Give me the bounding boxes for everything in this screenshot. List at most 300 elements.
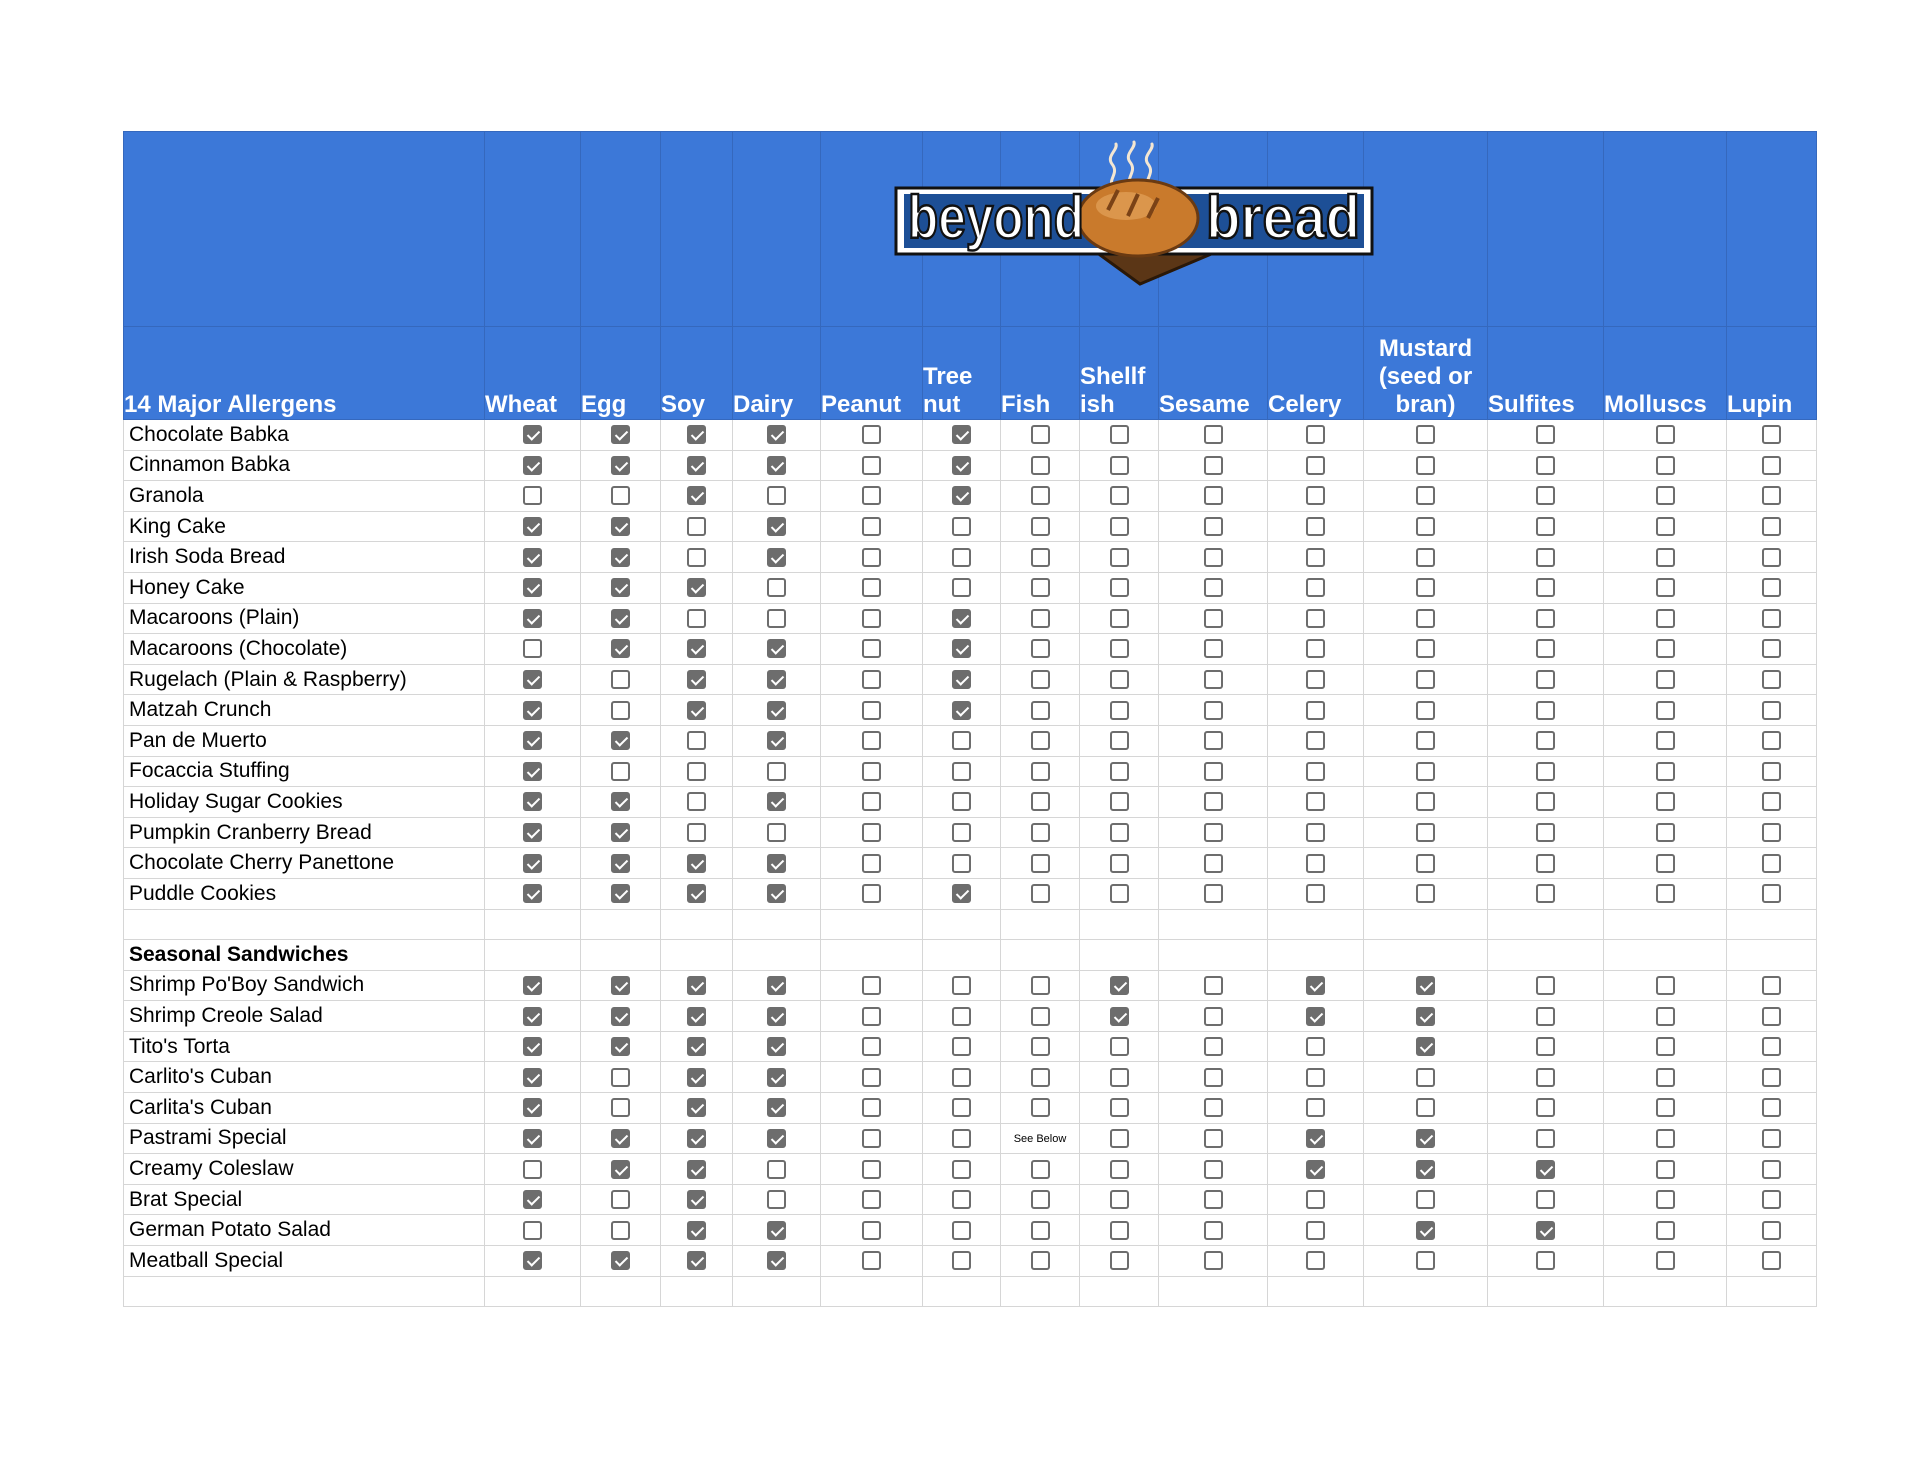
checked-checkbox[interactable] [1306, 1007, 1325, 1026]
checked-checkbox[interactable] [523, 548, 542, 567]
unchecked-checkbox[interactable] [862, 884, 881, 903]
unchecked-checkbox[interactable] [1031, 701, 1050, 720]
unchecked-checkbox[interactable] [1204, 517, 1223, 536]
unchecked-checkbox[interactable] [1306, 1037, 1325, 1056]
checked-checkbox[interactable] [611, 639, 630, 658]
unchecked-checkbox[interactable] [1656, 1007, 1675, 1026]
checked-checkbox[interactable] [687, 1037, 706, 1056]
unchecked-checkbox[interactable] [952, 1129, 971, 1148]
checked-checkbox[interactable] [687, 854, 706, 873]
unchecked-checkbox[interactable] [1416, 1068, 1435, 1087]
checked-checkbox[interactable] [611, 425, 630, 444]
unchecked-checkbox[interactable] [611, 486, 630, 505]
unchecked-checkbox[interactable] [687, 548, 706, 567]
unchecked-checkbox[interactable] [1031, 486, 1050, 505]
unchecked-checkbox[interactable] [862, 548, 881, 567]
unchecked-checkbox[interactable] [1306, 1068, 1325, 1087]
unchecked-checkbox[interactable] [1031, 976, 1050, 995]
unchecked-checkbox[interactable] [767, 823, 786, 842]
unchecked-checkbox[interactable] [1416, 1190, 1435, 1209]
unchecked-checkbox[interactable] [1656, 578, 1675, 597]
unchecked-checkbox[interactable] [1031, 1221, 1050, 1240]
checked-checkbox[interactable] [611, 1007, 630, 1026]
unchecked-checkbox[interactable] [1204, 792, 1223, 811]
unchecked-checkbox[interactable] [1204, 1190, 1223, 1209]
unchecked-checkbox[interactable] [1204, 578, 1223, 597]
unchecked-checkbox[interactable] [952, 762, 971, 781]
unchecked-checkbox[interactable] [1762, 1190, 1781, 1209]
unchecked-checkbox[interactable] [1204, 701, 1223, 720]
unchecked-checkbox[interactable] [1110, 1129, 1129, 1148]
checked-checkbox[interactable] [687, 1068, 706, 1087]
unchecked-checkbox[interactable] [1110, 517, 1129, 536]
unchecked-checkbox[interactable] [1031, 854, 1050, 873]
checked-checkbox[interactable] [523, 1098, 542, 1117]
checked-checkbox[interactable] [611, 548, 630, 567]
unchecked-checkbox[interactable] [1416, 701, 1435, 720]
unchecked-checkbox[interactable] [1536, 1129, 1555, 1148]
unchecked-checkbox[interactable] [767, 1160, 786, 1179]
unchecked-checkbox[interactable] [1656, 1037, 1675, 1056]
checked-checkbox[interactable] [523, 1251, 542, 1270]
checked-checkbox[interactable] [767, 884, 786, 903]
unchecked-checkbox[interactable] [1204, 1129, 1223, 1148]
unchecked-checkbox[interactable] [1656, 731, 1675, 750]
unchecked-checkbox[interactable] [862, 639, 881, 658]
unchecked-checkbox[interactable] [1306, 731, 1325, 750]
unchecked-checkbox[interactable] [1204, 486, 1223, 505]
unchecked-checkbox[interactable] [1031, 670, 1050, 689]
unchecked-checkbox[interactable] [1031, 1190, 1050, 1209]
unchecked-checkbox[interactable] [523, 1221, 542, 1240]
unchecked-checkbox[interactable] [1031, 639, 1050, 658]
unchecked-checkbox[interactable] [1204, 1007, 1223, 1026]
unchecked-checkbox[interactable] [952, 578, 971, 597]
unchecked-checkbox[interactable] [1204, 731, 1223, 750]
checked-checkbox[interactable] [523, 823, 542, 842]
unchecked-checkbox[interactable] [1204, 1160, 1223, 1179]
unchecked-checkbox[interactable] [1306, 1251, 1325, 1270]
unchecked-checkbox[interactable] [1031, 884, 1050, 903]
checked-checkbox[interactable] [767, 731, 786, 750]
checked-checkbox[interactable] [523, 425, 542, 444]
unchecked-checkbox[interactable] [862, 1068, 881, 1087]
checked-checkbox[interactable] [687, 425, 706, 444]
unchecked-checkbox[interactable] [1416, 792, 1435, 811]
unchecked-checkbox[interactable] [862, 670, 881, 689]
unchecked-checkbox[interactable] [1306, 639, 1325, 658]
unchecked-checkbox[interactable] [1416, 548, 1435, 567]
checked-checkbox[interactable] [1416, 1160, 1435, 1179]
unchecked-checkbox[interactable] [1110, 823, 1129, 842]
unchecked-checkbox[interactable] [1416, 884, 1435, 903]
checked-checkbox[interactable] [523, 731, 542, 750]
checked-checkbox[interactable] [952, 486, 971, 505]
unchecked-checkbox[interactable] [1031, 1007, 1050, 1026]
unchecked-checkbox[interactable] [952, 1190, 971, 1209]
unchecked-checkbox[interactable] [952, 731, 971, 750]
unchecked-checkbox[interactable] [767, 578, 786, 597]
unchecked-checkbox[interactable] [687, 517, 706, 536]
checked-checkbox[interactable] [767, 1007, 786, 1026]
unchecked-checkbox[interactable] [1762, 1068, 1781, 1087]
checked-checkbox[interactable] [611, 884, 630, 903]
unchecked-checkbox[interactable] [523, 486, 542, 505]
checked-checkbox[interactable] [523, 578, 542, 597]
unchecked-checkbox[interactable] [1416, 639, 1435, 658]
unchecked-checkbox[interactable] [952, 1007, 971, 1026]
unchecked-checkbox[interactable] [1536, 701, 1555, 720]
checked-checkbox[interactable] [1536, 1160, 1555, 1179]
checked-checkbox[interactable] [767, 1251, 786, 1270]
unchecked-checkbox[interactable] [952, 1251, 971, 1270]
unchecked-checkbox[interactable] [1416, 823, 1435, 842]
checked-checkbox[interactable] [767, 1098, 786, 1117]
unchecked-checkbox[interactable] [687, 792, 706, 811]
checked-checkbox[interactable] [523, 609, 542, 628]
unchecked-checkbox[interactable] [1762, 486, 1781, 505]
checked-checkbox[interactable] [611, 854, 630, 873]
unchecked-checkbox[interactable] [1536, 1068, 1555, 1087]
checked-checkbox[interactable] [687, 884, 706, 903]
unchecked-checkbox[interactable] [952, 1068, 971, 1087]
unchecked-checkbox[interactable] [1204, 1098, 1223, 1117]
unchecked-checkbox[interactable] [1110, 1068, 1129, 1087]
unchecked-checkbox[interactable] [1110, 884, 1129, 903]
checked-checkbox[interactable] [767, 1068, 786, 1087]
unchecked-checkbox[interactable] [1656, 701, 1675, 720]
unchecked-checkbox[interactable] [1110, 731, 1129, 750]
unchecked-checkbox[interactable] [1204, 456, 1223, 475]
unchecked-checkbox[interactable] [1110, 486, 1129, 505]
unchecked-checkbox[interactable] [1536, 1251, 1555, 1270]
unchecked-checkbox[interactable] [1762, 701, 1781, 720]
unchecked-checkbox[interactable] [1110, 548, 1129, 567]
unchecked-checkbox[interactable] [1762, 517, 1781, 536]
unchecked-checkbox[interactable] [1306, 762, 1325, 781]
unchecked-checkbox[interactable] [611, 1068, 630, 1087]
checked-checkbox[interactable] [1416, 1007, 1435, 1026]
unchecked-checkbox[interactable] [1031, 1037, 1050, 1056]
checked-checkbox[interactable] [611, 792, 630, 811]
unchecked-checkbox[interactable] [1762, 1160, 1781, 1179]
unchecked-checkbox[interactable] [1762, 1221, 1781, 1240]
checked-checkbox[interactable] [687, 1129, 706, 1148]
unchecked-checkbox[interactable] [1416, 1251, 1435, 1270]
checked-checkbox[interactable] [611, 517, 630, 536]
unchecked-checkbox[interactable] [523, 639, 542, 658]
checked-checkbox[interactable] [611, 731, 630, 750]
unchecked-checkbox[interactable] [1416, 486, 1435, 505]
checked-checkbox[interactable] [952, 670, 971, 689]
unchecked-checkbox[interactable] [862, 854, 881, 873]
unchecked-checkbox[interactable] [1110, 1037, 1129, 1056]
unchecked-checkbox[interactable] [1656, 425, 1675, 444]
checked-checkbox[interactable] [767, 425, 786, 444]
checked-checkbox[interactable] [767, 670, 786, 689]
unchecked-checkbox[interactable] [1656, 823, 1675, 842]
unchecked-checkbox[interactable] [862, 425, 881, 444]
checked-checkbox[interactable] [523, 701, 542, 720]
unchecked-checkbox[interactable] [1656, 639, 1675, 658]
checked-checkbox[interactable] [687, 456, 706, 475]
checked-checkbox[interactable] [523, 884, 542, 903]
unchecked-checkbox[interactable] [611, 670, 630, 689]
unchecked-checkbox[interactable] [862, 1129, 881, 1148]
checked-checkbox[interactable] [1306, 1160, 1325, 1179]
checked-checkbox[interactable] [767, 854, 786, 873]
unchecked-checkbox[interactable] [1204, 609, 1223, 628]
unchecked-checkbox[interactable] [1656, 1129, 1675, 1148]
unchecked-checkbox[interactable] [1031, 731, 1050, 750]
unchecked-checkbox[interactable] [1536, 1007, 1555, 1026]
unchecked-checkbox[interactable] [1204, 425, 1223, 444]
unchecked-checkbox[interactable] [1762, 976, 1781, 995]
checked-checkbox[interactable] [767, 548, 786, 567]
unchecked-checkbox[interactable] [611, 701, 630, 720]
unchecked-checkbox[interactable] [1536, 548, 1555, 567]
unchecked-checkbox[interactable] [1656, 1068, 1675, 1087]
unchecked-checkbox[interactable] [1762, 731, 1781, 750]
checked-checkbox[interactable] [1416, 1221, 1435, 1240]
unchecked-checkbox[interactable] [1306, 701, 1325, 720]
unchecked-checkbox[interactable] [1536, 1037, 1555, 1056]
unchecked-checkbox[interactable] [862, 578, 881, 597]
unchecked-checkbox[interactable] [1306, 578, 1325, 597]
unchecked-checkbox[interactable] [1416, 1098, 1435, 1117]
unchecked-checkbox[interactable] [1110, 639, 1129, 658]
unchecked-checkbox[interactable] [1306, 1190, 1325, 1209]
checked-checkbox[interactable] [952, 425, 971, 444]
unchecked-checkbox[interactable] [611, 1190, 630, 1209]
unchecked-checkbox[interactable] [1656, 976, 1675, 995]
unchecked-checkbox[interactable] [1306, 548, 1325, 567]
unchecked-checkbox[interactable] [767, 486, 786, 505]
unchecked-checkbox[interactable] [1031, 548, 1050, 567]
unchecked-checkbox[interactable] [1110, 425, 1129, 444]
unchecked-checkbox[interactable] [1656, 456, 1675, 475]
unchecked-checkbox[interactable] [1536, 792, 1555, 811]
unchecked-checkbox[interactable] [1656, 1221, 1675, 1240]
unchecked-checkbox[interactable] [862, 731, 881, 750]
unchecked-checkbox[interactable] [1306, 792, 1325, 811]
unchecked-checkbox[interactable] [1416, 762, 1435, 781]
checked-checkbox[interactable] [523, 456, 542, 475]
unchecked-checkbox[interactable] [862, 1221, 881, 1240]
checked-checkbox[interactable] [1110, 1007, 1129, 1026]
unchecked-checkbox[interactable] [1536, 854, 1555, 873]
unchecked-checkbox[interactable] [1204, 823, 1223, 842]
unchecked-checkbox[interactable] [1416, 670, 1435, 689]
unchecked-checkbox[interactable] [862, 976, 881, 995]
checked-checkbox[interactable] [611, 1251, 630, 1270]
unchecked-checkbox[interactable] [1306, 1098, 1325, 1117]
unchecked-checkbox[interactable] [1204, 639, 1223, 658]
unchecked-checkbox[interactable] [1536, 639, 1555, 658]
unchecked-checkbox[interactable] [1536, 762, 1555, 781]
unchecked-checkbox[interactable] [1762, 1129, 1781, 1148]
checked-checkbox[interactable] [523, 517, 542, 536]
unchecked-checkbox[interactable] [862, 456, 881, 475]
unchecked-checkbox[interactable] [1110, 762, 1129, 781]
checked-checkbox[interactable] [611, 1129, 630, 1148]
unchecked-checkbox[interactable] [862, 823, 881, 842]
unchecked-checkbox[interactable] [1204, 1068, 1223, 1087]
unchecked-checkbox[interactable] [611, 1098, 630, 1117]
unchecked-checkbox[interactable] [1762, 456, 1781, 475]
unchecked-checkbox[interactable] [1031, 609, 1050, 628]
unchecked-checkbox[interactable] [1762, 854, 1781, 873]
checked-checkbox[interactable] [767, 792, 786, 811]
checked-checkbox[interactable] [523, 1068, 542, 1087]
unchecked-checkbox[interactable] [1536, 425, 1555, 444]
unchecked-checkbox[interactable] [1306, 823, 1325, 842]
unchecked-checkbox[interactable] [952, 792, 971, 811]
unchecked-checkbox[interactable] [1762, 425, 1781, 444]
checked-checkbox[interactable] [611, 609, 630, 628]
unchecked-checkbox[interactable] [952, 823, 971, 842]
checked-checkbox[interactable] [687, 976, 706, 995]
checked-checkbox[interactable] [687, 1160, 706, 1179]
checked-checkbox[interactable] [1416, 1129, 1435, 1148]
checked-checkbox[interactable] [523, 976, 542, 995]
unchecked-checkbox[interactable] [1204, 670, 1223, 689]
checked-checkbox[interactable] [952, 701, 971, 720]
unchecked-checkbox[interactable] [1031, 1160, 1050, 1179]
unchecked-checkbox[interactable] [862, 792, 881, 811]
unchecked-checkbox[interactable] [1110, 1098, 1129, 1117]
unchecked-checkbox[interactable] [1416, 609, 1435, 628]
unchecked-checkbox[interactable] [862, 762, 881, 781]
unchecked-checkbox[interactable] [687, 731, 706, 750]
unchecked-checkbox[interactable] [1656, 762, 1675, 781]
checked-checkbox[interactable] [1536, 1221, 1555, 1240]
unchecked-checkbox[interactable] [1762, 1037, 1781, 1056]
unchecked-checkbox[interactable] [1204, 548, 1223, 567]
checked-checkbox[interactable] [611, 456, 630, 475]
unchecked-checkbox[interactable] [1416, 578, 1435, 597]
unchecked-checkbox[interactable] [862, 1098, 881, 1117]
checked-checkbox[interactable] [687, 1098, 706, 1117]
checked-checkbox[interactable] [687, 701, 706, 720]
unchecked-checkbox[interactable] [1110, 456, 1129, 475]
unchecked-checkbox[interactable] [1110, 1221, 1129, 1240]
unchecked-checkbox[interactable] [687, 609, 706, 628]
unchecked-checkbox[interactable] [1110, 792, 1129, 811]
unchecked-checkbox[interactable] [1762, 762, 1781, 781]
unchecked-checkbox[interactable] [1031, 578, 1050, 597]
checked-checkbox[interactable] [523, 762, 542, 781]
unchecked-checkbox[interactable] [611, 762, 630, 781]
unchecked-checkbox[interactable] [1536, 456, 1555, 475]
checked-checkbox[interactable] [687, 1221, 706, 1240]
unchecked-checkbox[interactable] [1204, 1251, 1223, 1270]
unchecked-checkbox[interactable] [1031, 792, 1050, 811]
unchecked-checkbox[interactable] [1110, 701, 1129, 720]
unchecked-checkbox[interactable] [1656, 854, 1675, 873]
unchecked-checkbox[interactable] [1031, 425, 1050, 444]
unchecked-checkbox[interactable] [1762, 670, 1781, 689]
unchecked-checkbox[interactable] [1536, 578, 1555, 597]
checked-checkbox[interactable] [1306, 976, 1325, 995]
unchecked-checkbox[interactable] [767, 762, 786, 781]
unchecked-checkbox[interactable] [1656, 486, 1675, 505]
checked-checkbox[interactable] [1110, 976, 1129, 995]
unchecked-checkbox[interactable] [1762, 1251, 1781, 1270]
unchecked-checkbox[interactable] [1536, 517, 1555, 536]
checked-checkbox[interactable] [687, 1007, 706, 1026]
unchecked-checkbox[interactable] [1762, 578, 1781, 597]
unchecked-checkbox[interactable] [767, 1190, 786, 1209]
unchecked-checkbox[interactable] [862, 1251, 881, 1270]
unchecked-checkbox[interactable] [1656, 884, 1675, 903]
unchecked-checkbox[interactable] [1762, 609, 1781, 628]
unchecked-checkbox[interactable] [1536, 976, 1555, 995]
unchecked-checkbox[interactable] [1204, 884, 1223, 903]
checked-checkbox[interactable] [952, 639, 971, 658]
checked-checkbox[interactable] [523, 1037, 542, 1056]
checked-checkbox[interactable] [767, 456, 786, 475]
unchecked-checkbox[interactable] [1416, 854, 1435, 873]
unchecked-checkbox[interactable] [1762, 548, 1781, 567]
unchecked-checkbox[interactable] [1110, 1190, 1129, 1209]
unchecked-checkbox[interactable] [1536, 609, 1555, 628]
unchecked-checkbox[interactable] [1204, 976, 1223, 995]
unchecked-checkbox[interactable] [523, 1160, 542, 1179]
unchecked-checkbox[interactable] [1656, 670, 1675, 689]
unchecked-checkbox[interactable] [1031, 1068, 1050, 1087]
unchecked-checkbox[interactable] [862, 517, 881, 536]
unchecked-checkbox[interactable] [1536, 670, 1555, 689]
unchecked-checkbox[interactable] [1656, 1190, 1675, 1209]
unchecked-checkbox[interactable] [1656, 1098, 1675, 1117]
unchecked-checkbox[interactable] [1306, 884, 1325, 903]
unchecked-checkbox[interactable] [862, 701, 881, 720]
unchecked-checkbox[interactable] [952, 1037, 971, 1056]
unchecked-checkbox[interactable] [1536, 823, 1555, 842]
checked-checkbox[interactable] [767, 701, 786, 720]
unchecked-checkbox[interactable] [862, 486, 881, 505]
unchecked-checkbox[interactable] [1536, 884, 1555, 903]
unchecked-checkbox[interactable] [1306, 486, 1325, 505]
checked-checkbox[interactable] [1306, 1129, 1325, 1148]
unchecked-checkbox[interactable] [952, 1160, 971, 1179]
unchecked-checkbox[interactable] [1306, 425, 1325, 444]
checked-checkbox[interactable] [611, 1037, 630, 1056]
checked-checkbox[interactable] [687, 670, 706, 689]
checked-checkbox[interactable] [952, 456, 971, 475]
unchecked-checkbox[interactable] [1416, 425, 1435, 444]
checked-checkbox[interactable] [687, 486, 706, 505]
unchecked-checkbox[interactable] [952, 548, 971, 567]
checked-checkbox[interactable] [611, 1160, 630, 1179]
unchecked-checkbox[interactable] [1110, 609, 1129, 628]
unchecked-checkbox[interactable] [1762, 792, 1781, 811]
unchecked-checkbox[interactable] [1536, 1190, 1555, 1209]
unchecked-checkbox[interactable] [952, 854, 971, 873]
checked-checkbox[interactable] [767, 1129, 786, 1148]
checked-checkbox[interactable] [611, 823, 630, 842]
unchecked-checkbox[interactable] [1762, 823, 1781, 842]
unchecked-checkbox[interactable] [1656, 792, 1675, 811]
unchecked-checkbox[interactable] [1536, 486, 1555, 505]
unchecked-checkbox[interactable] [952, 1221, 971, 1240]
checked-checkbox[interactable] [952, 609, 971, 628]
unchecked-checkbox[interactable] [1031, 1098, 1050, 1117]
checked-checkbox[interactable] [523, 1129, 542, 1148]
checked-checkbox[interactable] [767, 976, 786, 995]
unchecked-checkbox[interactable] [1031, 1251, 1050, 1270]
